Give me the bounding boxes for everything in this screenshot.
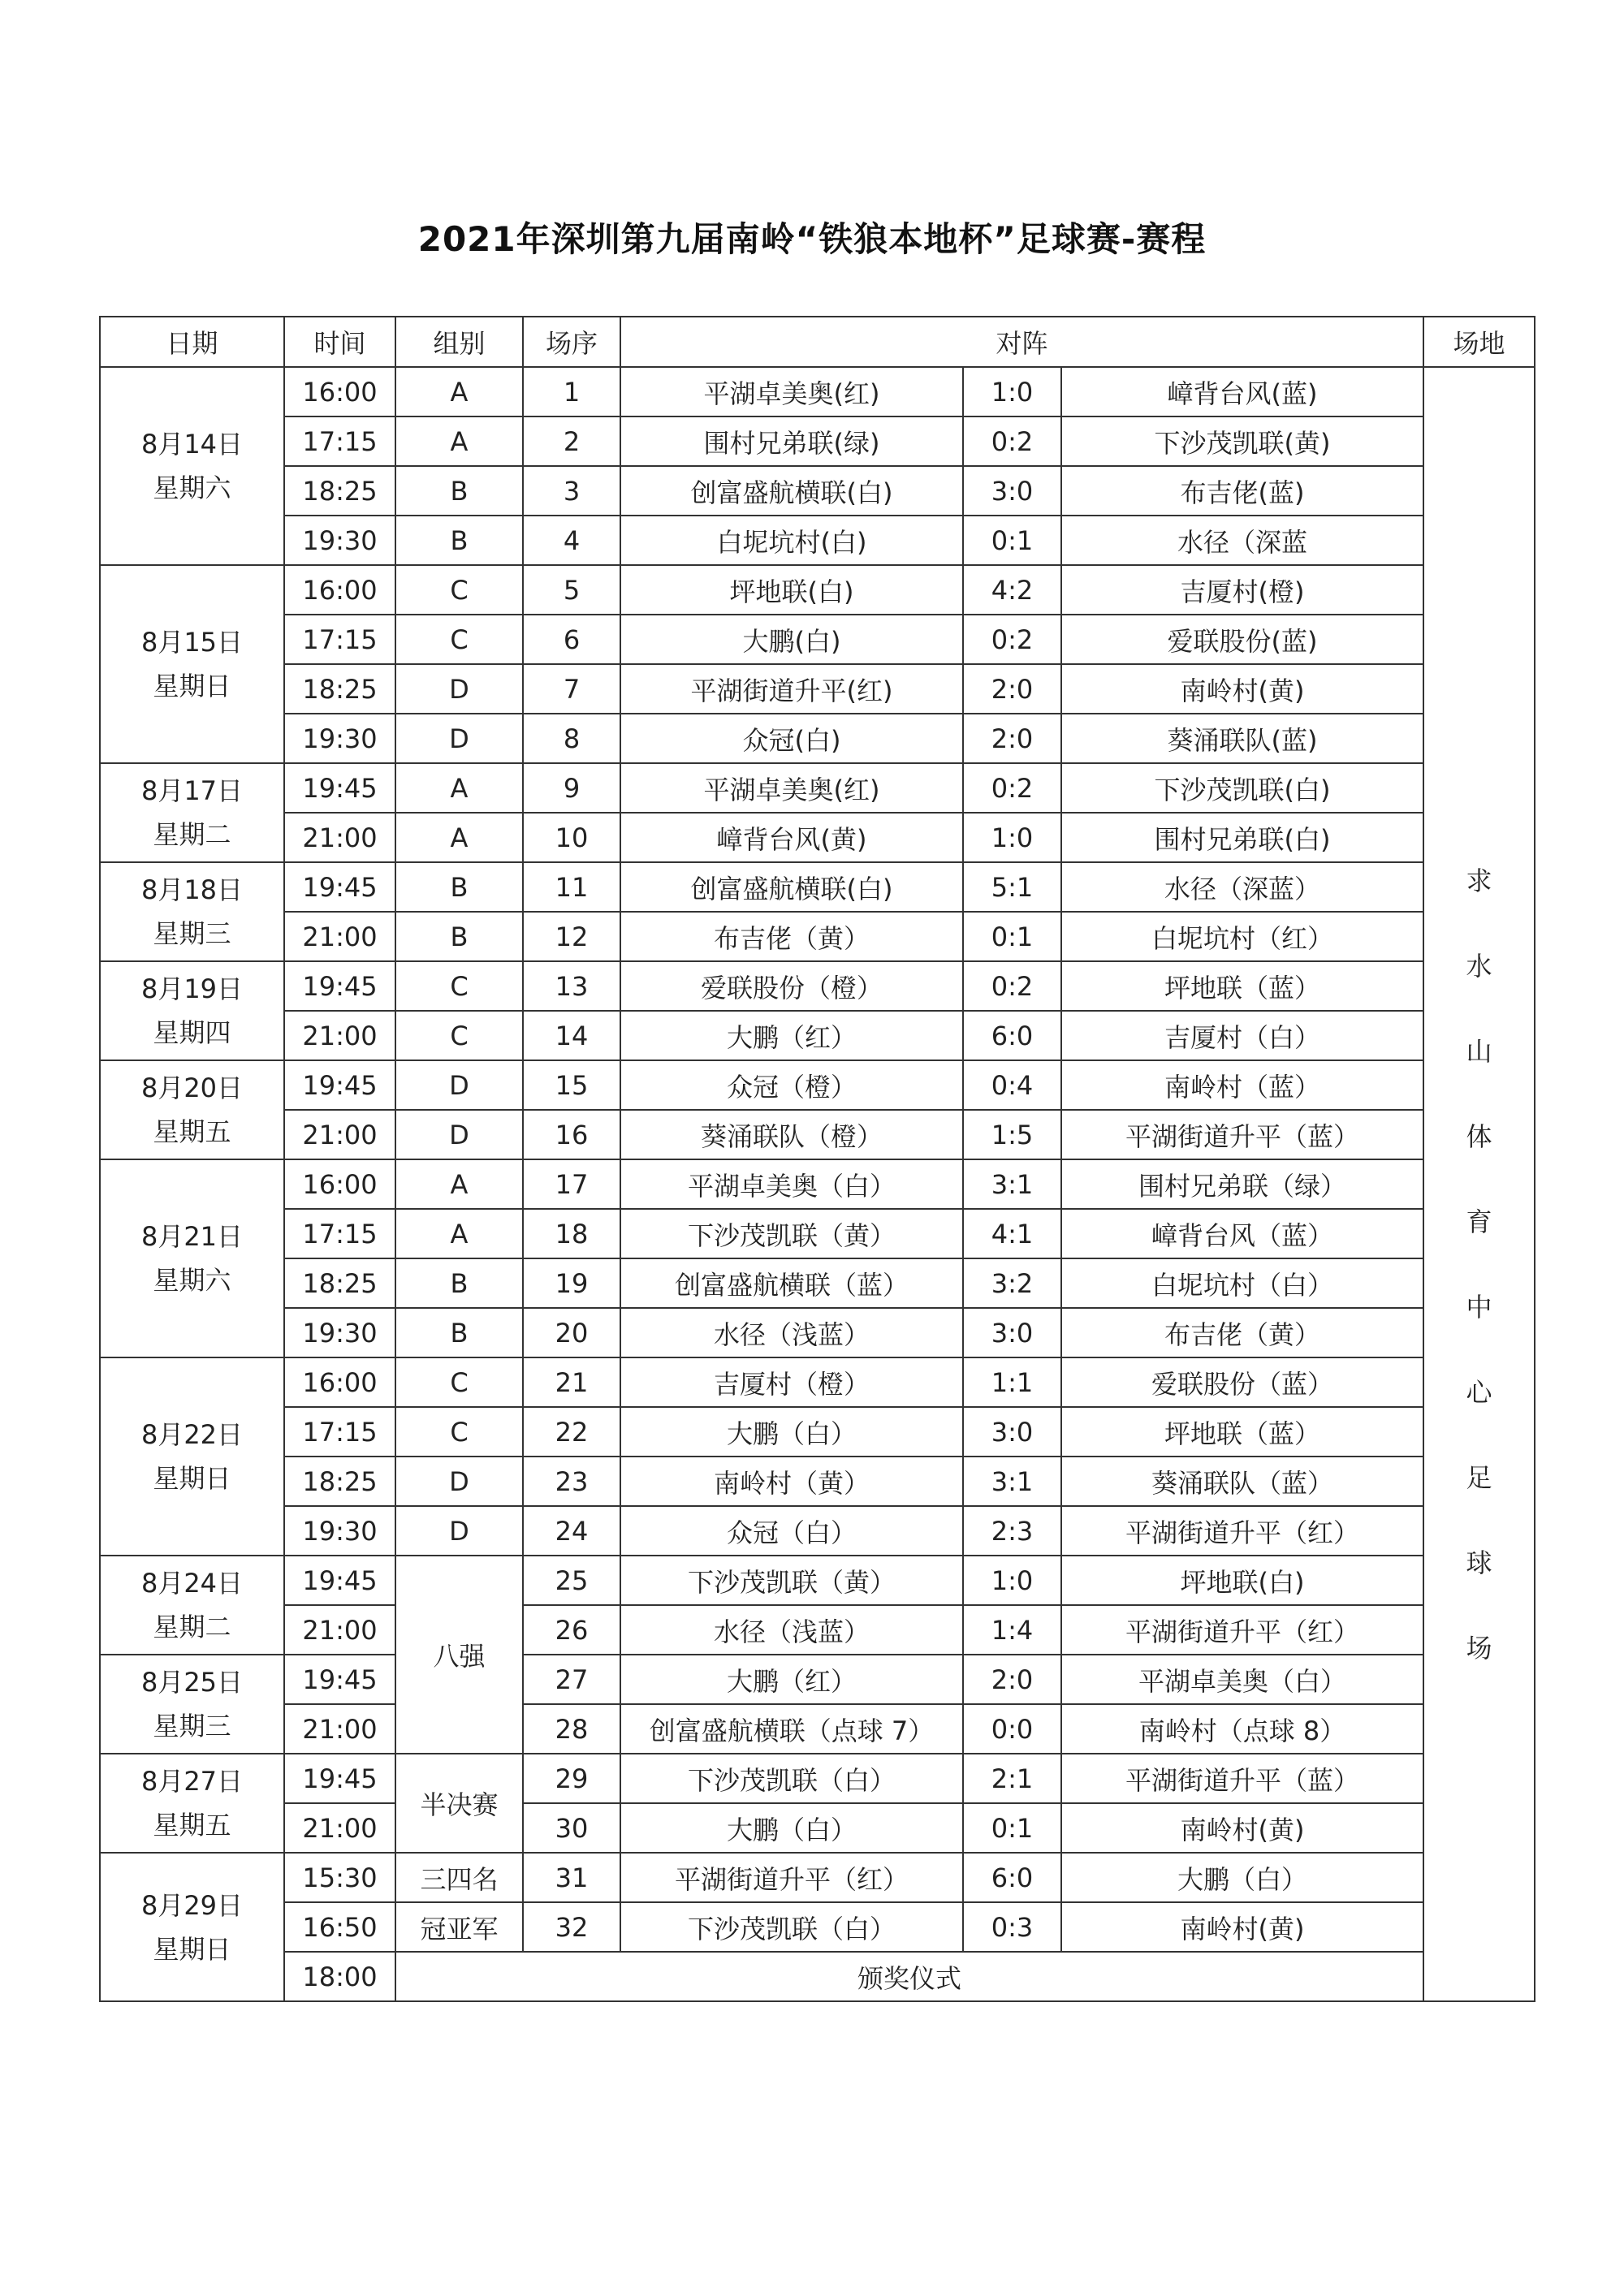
away-team-cell: 坪地联(白) — [1061, 1556, 1423, 1605]
time-cell: 17:15 — [284, 1209, 395, 1258]
score-cell: 3:2 — [963, 1258, 1061, 1308]
time-cell: 18:25 — [284, 466, 395, 516]
home-team-cell: 众冠(白) — [620, 714, 963, 763]
header-date: 日期 — [100, 317, 284, 367]
order-cell: 20 — [523, 1308, 620, 1357]
away-team-cell: 下沙茂凯联(白) — [1061, 763, 1423, 813]
date-text: 8月17日 — [140, 775, 244, 806]
time-cell: 19:30 — [284, 516, 395, 565]
away-team-cell: 平湖街道升平（红） — [1061, 1506, 1423, 1556]
score-cell: 0:3 — [963, 1902, 1061, 1952]
order-cell: 15 — [523, 1060, 620, 1110]
group-cell: C — [395, 961, 523, 1011]
away-team-cell: 平湖街道升平（蓝） — [1061, 1110, 1423, 1159]
weekday-text: 星期六 — [153, 473, 231, 503]
table-row — [100, 416, 1535, 466]
score-cell: 0:2 — [963, 961, 1061, 1011]
date-cell — [100, 1060, 284, 1159]
score-cell: 0:1 — [963, 1803, 1061, 1853]
score-cell: 2:0 — [963, 664, 1061, 714]
time-cell: 16:00 — [284, 1357, 395, 1407]
order-cell: 19 — [523, 1258, 620, 1308]
score-cell: 0:2 — [963, 615, 1061, 664]
score-cell: 0:2 — [963, 416, 1061, 466]
date-cell — [100, 961, 284, 1060]
group-cell: A — [395, 367, 523, 416]
home-team-cell: 嶂背台风(黄) — [620, 813, 963, 862]
venue-char: 球 — [1466, 1547, 1492, 1578]
order-cell: 29 — [523, 1754, 620, 1803]
time-cell: 17:15 — [284, 416, 395, 466]
home-team-cell: 大鹏（白） — [620, 1803, 963, 1853]
away-team-cell: 南岭村(黄) — [1061, 664, 1423, 714]
score-cell: 3:0 — [963, 1407, 1061, 1457]
group-cell: C — [395, 615, 523, 664]
home-team-cell: 大鹏(白) — [620, 615, 963, 664]
home-team-cell: 水径（浅蓝） — [620, 1308, 963, 1357]
time-cell: 19:45 — [284, 1060, 395, 1110]
score-cell: 0:2 — [963, 763, 1061, 813]
header-group: 组别 — [395, 317, 523, 367]
group-cell: A — [395, 813, 523, 862]
score-cell: 1:0 — [963, 367, 1061, 416]
group-cell: B — [395, 1258, 523, 1308]
table-row — [100, 1605, 1535, 1655]
order-cell: 3 — [523, 466, 620, 516]
order-cell: 7 — [523, 664, 620, 714]
date-cell — [100, 763, 284, 862]
table-row — [100, 1011, 1535, 1060]
ceremony-row — [100, 1952, 1535, 2001]
table-row — [100, 1655, 1535, 1704]
order-cell: 1 — [523, 367, 620, 416]
order-cell: 24 — [523, 1506, 620, 1556]
venue-char: 足 — [1466, 1462, 1492, 1493]
away-team-cell: 布吉佬（黄） — [1061, 1308, 1423, 1357]
date-text: 8月27日 — [140, 1766, 244, 1797]
group-cell: B — [395, 912, 523, 961]
group-cell: D — [395, 714, 523, 763]
score-cell: 3:1 — [963, 1457, 1061, 1506]
time-cell: 21:00 — [284, 1110, 395, 1159]
score-cell: 2:0 — [963, 714, 1061, 763]
score-cell: 2:0 — [963, 1655, 1061, 1704]
time-cell: 21:00 — [284, 1803, 395, 1853]
time-cell: 16:00 — [284, 1159, 395, 1209]
table-row — [100, 813, 1535, 862]
header-order: 场序 — [523, 317, 620, 367]
away-team-cell: 平湖街道升平（红） — [1061, 1605, 1423, 1655]
group-cell: D — [395, 1110, 523, 1159]
away-team-cell: 平湖街道升平（蓝） — [1061, 1754, 1423, 1803]
header-time: 时间 — [284, 317, 395, 367]
table-row — [100, 1902, 1535, 1952]
table-row — [100, 1159, 1535, 1209]
order-cell: 18 — [523, 1209, 620, 1258]
time-cell: 18:25 — [284, 1258, 395, 1308]
away-team-cell: 嶂背台风（蓝） — [1061, 1209, 1423, 1258]
table-row — [100, 763, 1535, 813]
weekday-text: 星期六 — [153, 1265, 231, 1296]
group-cell: D — [395, 1457, 523, 1506]
away-team-cell: 葵涌联队(蓝) — [1061, 714, 1423, 763]
order-cell: 32 — [523, 1902, 620, 1952]
home-team-cell: 众冠（橙） — [620, 1060, 963, 1110]
time-cell: 18:25 — [284, 1457, 395, 1506]
time-cell: 19:30 — [284, 1506, 395, 1556]
home-team-cell: 葵涌联队（橙） — [620, 1110, 963, 1159]
table-row — [100, 1704, 1535, 1754]
time-cell: 19:45 — [284, 1556, 395, 1605]
group-cell: B — [395, 516, 523, 565]
venue-char: 山 — [1466, 1036, 1492, 1067]
home-team-cell: 大鹏（红） — [620, 1011, 963, 1060]
away-team-cell: 嶂背台风(蓝) — [1061, 367, 1423, 416]
home-team-cell: 平湖卓美奥（白） — [620, 1159, 963, 1209]
date-text: 8月21日 — [140, 1221, 244, 1252]
date-cell — [100, 862, 284, 961]
away-team-cell: 围村兄弟联(白) — [1061, 813, 1423, 862]
away-team-cell: 葵涌联队（蓝） — [1061, 1457, 1423, 1506]
score-cell: 1:1 — [963, 1357, 1061, 1407]
home-team-cell: 下沙茂凯联（白） — [620, 1754, 963, 1803]
header-matchup: 对阵 — [620, 317, 1423, 367]
score-cell: 5:1 — [963, 862, 1061, 912]
time-cell: 18:25 — [284, 664, 395, 714]
time-cell: 17:15 — [284, 615, 395, 664]
venue-cell — [1423, 367, 1535, 2001]
away-team-cell: 白坭坑村（白） — [1061, 1258, 1423, 1308]
score-cell: 3:1 — [963, 1159, 1061, 1209]
time-cell: 21:00 — [284, 912, 395, 961]
home-team-cell: 平湖街道升平（红） — [620, 1853, 963, 1902]
ceremony-label: 颁奖仪式 — [395, 1952, 1423, 2001]
header-venue: 场地 — [1423, 317, 1535, 367]
date-text: 8月18日 — [140, 874, 244, 905]
time-cell: 19:45 — [284, 862, 395, 912]
score-cell: 0:1 — [963, 912, 1061, 961]
score-cell: 6:0 — [963, 1011, 1061, 1060]
weekday-text: 星期二 — [153, 1612, 231, 1642]
score-cell: 1:5 — [963, 1110, 1061, 1159]
away-team-cell: 南岭村（蓝） — [1061, 1060, 1423, 1110]
table-row — [100, 565, 1535, 615]
order-cell: 28 — [523, 1704, 620, 1754]
order-cell: 6 — [523, 615, 620, 664]
table-row — [100, 1357, 1535, 1407]
score-cell: 1:0 — [963, 1556, 1061, 1605]
date-text: 8月19日 — [140, 973, 244, 1004]
table-row — [100, 615, 1535, 664]
table-row — [100, 516, 1535, 565]
away-team-cell: 坪地联（蓝） — [1061, 1407, 1423, 1457]
table-row — [100, 466, 1535, 516]
table-row — [100, 1407, 1535, 1457]
home-team-cell: 坪地联(白) — [620, 565, 963, 615]
home-team-cell: 水径（浅蓝） — [620, 1605, 963, 1655]
time-cell: 21:00 — [284, 813, 395, 862]
score-cell: 0:1 — [963, 516, 1061, 565]
order-cell: 16 — [523, 1110, 620, 1159]
table-row — [100, 1308, 1535, 1357]
time-cell: 19:45 — [284, 961, 395, 1011]
table-row — [100, 1754, 1535, 1803]
away-team-cell: 南岭村（点球 8） — [1061, 1704, 1423, 1754]
date-cell — [100, 1655, 284, 1754]
away-team-cell: 大鹏（白） — [1061, 1853, 1423, 1902]
score-cell: 2:1 — [963, 1754, 1061, 1803]
table-row — [100, 367, 1535, 416]
table-row — [100, 1556, 1535, 1605]
date-text: 8月29日 — [140, 1889, 244, 1921]
date-cell — [100, 1556, 284, 1655]
table-row — [100, 664, 1535, 714]
away-team-cell: 爱联股份（蓝） — [1061, 1357, 1423, 1407]
date-text: 8月14日 — [140, 429, 244, 460]
weekday-text: 星期三 — [153, 918, 231, 949]
time-cell: 19:45 — [284, 1754, 395, 1803]
score-cell: 2:3 — [963, 1506, 1061, 1556]
home-team-cell: 吉厦村（橙） — [620, 1357, 963, 1407]
home-team-cell: 下沙茂凯联（白） — [620, 1902, 963, 1952]
group-cell: C — [395, 1011, 523, 1060]
stage-cell-quarterfinal: 八强 — [395, 1556, 523, 1754]
away-team-cell: 白坭坑村（红） — [1061, 912, 1423, 961]
home-team-cell: 创富盛航横联（点球 7） — [620, 1704, 963, 1754]
date-cell — [100, 565, 284, 763]
time-cell: 19:30 — [284, 1308, 395, 1357]
home-team-cell: 下沙茂凯联（黄） — [620, 1209, 963, 1258]
away-team-cell: 南岭村(黄) — [1061, 1902, 1423, 1952]
order-cell: 23 — [523, 1457, 620, 1506]
header-row — [100, 317, 1535, 367]
order-cell: 9 — [523, 763, 620, 813]
date-text: 8月20日 — [140, 1072, 244, 1103]
date-cell — [100, 1159, 284, 1357]
document-title: 2021年深圳第九届南岭“铁狼本地杯”足球赛-赛程 — [417, 219, 1207, 259]
time-cell: 16:00 — [284, 367, 395, 416]
time-cell: 21:00 — [284, 1605, 395, 1655]
date-cell — [100, 1754, 284, 1853]
score-cell: 4:2 — [963, 565, 1061, 615]
order-cell: 14 — [523, 1011, 620, 1060]
stage-cell-final: 冠亚军 — [395, 1902, 523, 1952]
home-team-cell: 创富盛航横联(白) — [620, 862, 963, 912]
date-text: 8月15日 — [140, 627, 244, 658]
away-team-cell: 吉厦村（白） — [1061, 1011, 1423, 1060]
table-row — [100, 1803, 1535, 1853]
order-cell: 4 — [523, 516, 620, 565]
stage-cell-third-place: 三四名 — [395, 1853, 523, 1902]
score-cell: 1:0 — [963, 813, 1061, 862]
away-team-cell: 爱联股份(蓝) — [1061, 615, 1423, 664]
weekday-text: 星期四 — [153, 1017, 231, 1048]
order-cell: 27 — [523, 1655, 620, 1704]
score-cell: 3:0 — [963, 1308, 1061, 1357]
table-row — [100, 1258, 1535, 1308]
score-cell: 3:0 — [963, 466, 1061, 516]
order-cell: 8 — [523, 714, 620, 763]
away-team-cell: 平湖卓美奥（白） — [1061, 1655, 1423, 1704]
home-team-cell: 众冠（白） — [620, 1506, 963, 1556]
home-team-cell: 平湖卓美奥(红) — [620, 367, 963, 416]
venue-char: 体 — [1466, 1121, 1492, 1152]
order-cell: 26 — [523, 1605, 620, 1655]
home-team-cell: 平湖街道升平(红) — [620, 664, 963, 714]
home-team-cell: 南岭村（黄） — [620, 1457, 963, 1506]
score-cell: 1:4 — [963, 1605, 1061, 1655]
order-cell: 30 — [523, 1803, 620, 1853]
table-row — [100, 1209, 1535, 1258]
home-team-cell: 创富盛航横联(白) — [620, 466, 963, 516]
date-cell — [100, 1853, 284, 2001]
away-team-cell: 下沙茂凯联(黄) — [1061, 416, 1423, 466]
away-team-cell: 水径（深蓝） — [1061, 862, 1423, 912]
date-text: 8月24日 — [140, 1568, 244, 1599]
away-team-cell: 水径（深蓝 — [1061, 516, 1423, 565]
order-cell: 5 — [523, 565, 620, 615]
table-row — [100, 961, 1535, 1011]
venue-char: 水 — [1466, 951, 1492, 982]
time-cell: 19:30 — [284, 714, 395, 763]
group-cell: A — [395, 763, 523, 813]
group-cell: B — [395, 466, 523, 516]
home-team-cell: 白坭坑村(白) — [620, 516, 963, 565]
score-cell: 0:0 — [963, 1704, 1061, 1754]
time-cell: 18:00 — [284, 1952, 395, 2001]
home-team-cell: 爱联股份（橙） — [620, 961, 963, 1011]
table-row — [100, 1060, 1535, 1110]
home-team-cell: 下沙茂凯联（黄） — [620, 1556, 963, 1605]
time-cell: 21:00 — [284, 1704, 395, 1754]
weekday-text: 星期三 — [153, 1711, 231, 1741]
group-cell: C — [395, 1357, 523, 1407]
table-row — [100, 1457, 1535, 1506]
group-cell: A — [395, 1209, 523, 1258]
order-cell: 22 — [523, 1407, 620, 1457]
venue-char: 心 — [1466, 1377, 1492, 1408]
venue-char: 求 — [1466, 865, 1492, 896]
time-cell: 16:00 — [284, 565, 395, 615]
venue-char: 场 — [1466, 1633, 1492, 1664]
date-cell — [100, 1357, 284, 1556]
weekday-text: 星期五 — [153, 1810, 231, 1841]
home-team-cell: 围村兄弟联(绿) — [620, 416, 963, 466]
stage-cell-semifinal: 半决赛 — [395, 1754, 523, 1853]
group-cell: D — [395, 1060, 523, 1110]
group-cell: A — [395, 416, 523, 466]
group-cell: C — [395, 1407, 523, 1457]
group-cell: D — [395, 1506, 523, 1556]
table-row — [100, 1110, 1535, 1159]
order-cell: 25 — [523, 1556, 620, 1605]
home-team-cell: 创富盛航横联（蓝） — [620, 1258, 963, 1308]
order-cell: 12 — [523, 912, 620, 961]
weekday-text: 星期日 — [153, 1463, 231, 1494]
away-team-cell: 坪地联（蓝） — [1061, 961, 1423, 1011]
group-cell: A — [395, 1159, 523, 1209]
weekday-text: 星期二 — [153, 819, 231, 850]
order-cell: 10 — [523, 813, 620, 862]
time-cell: 17:15 — [284, 1407, 395, 1457]
home-team-cell: 大鹏（白） — [620, 1407, 963, 1457]
score-cell: 6:0 — [963, 1853, 1061, 1902]
weekday-text: 星期日 — [153, 671, 231, 701]
away-team-cell: 吉厦村(橙) — [1061, 565, 1423, 615]
group-cell: C — [395, 565, 523, 615]
schedule-table — [99, 316, 1535, 2002]
table-row — [100, 862, 1535, 912]
time-cell: 16:50 — [284, 1902, 395, 1952]
order-cell: 31 — [523, 1853, 620, 1902]
weekday-text: 星期五 — [153, 1116, 231, 1147]
group-cell: B — [395, 862, 523, 912]
time-cell: 21:00 — [284, 1011, 395, 1060]
home-team-cell: 大鹏（红） — [620, 1655, 963, 1704]
time-cell: 15:30 — [284, 1853, 395, 1902]
score-cell: 4:1 — [963, 1209, 1061, 1258]
table-row — [100, 1506, 1535, 1556]
time-cell: 19:45 — [284, 1655, 395, 1704]
away-team-cell: 布吉佬(蓝) — [1061, 466, 1423, 516]
away-team-cell: 南岭村(黄) — [1061, 1803, 1423, 1853]
group-cell: D — [395, 664, 523, 714]
venue-char: 育 — [1466, 1206, 1492, 1237]
schedule-body — [100, 367, 1535, 2001]
away-team-cell: 围村兄弟联（绿） — [1061, 1159, 1423, 1209]
table-row — [100, 714, 1535, 763]
order-cell: 13 — [523, 961, 620, 1011]
date-text: 8月22日 — [140, 1419, 244, 1450]
date-text: 8月25日 — [140, 1667, 244, 1698]
table-row — [100, 912, 1535, 961]
order-cell: 21 — [523, 1357, 620, 1407]
group-cell: B — [395, 1308, 523, 1357]
order-cell: 11 — [523, 862, 620, 912]
venue-char: 中 — [1466, 1292, 1492, 1323]
date-cell — [100, 367, 284, 565]
score-cell: 0:4 — [963, 1060, 1061, 1110]
home-team-cell: 平湖卓美奥(红) — [620, 763, 963, 813]
order-cell: 17 — [523, 1159, 620, 1209]
order-cell: 2 — [523, 416, 620, 466]
home-team-cell: 布吉佬（黄） — [620, 912, 963, 961]
weekday-text: 星期日 — [153, 1933, 231, 1965]
table-row — [100, 1853, 1535, 1902]
time-cell: 19:45 — [284, 763, 395, 813]
